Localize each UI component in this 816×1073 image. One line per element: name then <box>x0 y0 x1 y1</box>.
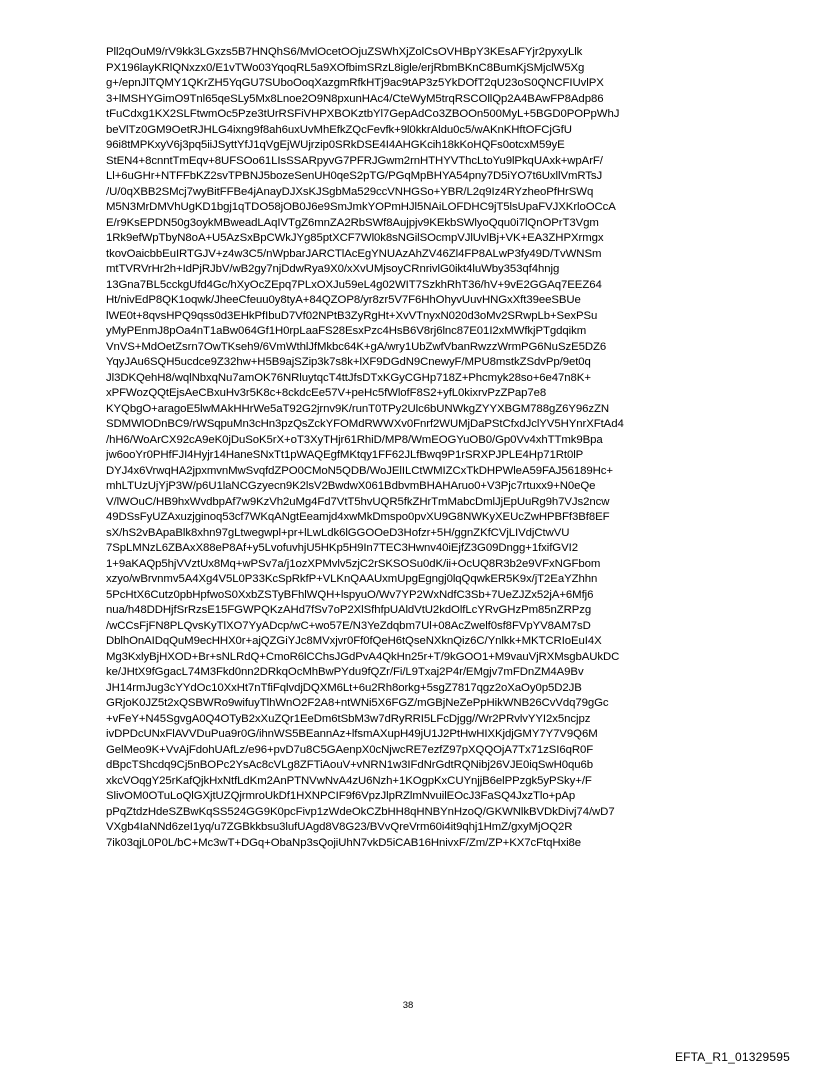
text-line: 1Rk9efWpTbyN8oA+U5AzSxBpCWkJYg85ptXCF7Wl0k8sNGilSOcmpVJlUvlBj+VK+EA3ZHPXrmgx <box>106 232 604 244</box>
text-line: 1+9aKAQp5hjVVztUx8Mq+wPSv7a/j1ozXPMvlv5zjC2rSKSOSu0dK/ii+OcUQ8R3b2e9VFxNGFbom <box>106 557 601 570</box>
text-line: dBpcTShcdq9Cj5nBOPc2YsAc8cVLg8ZFTiAouV+vNRN1w3IFdNrGdtRQNibj26VJE0iqSwH0qu6b <box>106 759 593 771</box>
text-line: SDMWlODnBC9/rWSqpuMn3cHn3pzQsZckYFOMdRWWXv0Fnrf2WUMjDaPStCfxdJclYV5HYnrXFtAd4 <box>106 418 624 430</box>
text-line: Jl3DKQehH8/wqlNbxqNu7amOK76NRluytqcT4ttJfsDTxKGyCGHp718Z+Phcmyk28so+6e47n8K+ <box>106 371 591 384</box>
text-line: /wCCsFjFN8PLQvsKyTlXO7YyADcp/wC+wo57E/N3YeZdqbm7Ul+08AcZwelf0sf8FVpYV8AM7sD <box>106 619 591 632</box>
text-line: xPFWozQQtEjsAeCBxuHv3r5K8c+8ckdcEe57V+peHc5fWlofF8S2+yfL0kixrvPzZPap7e8 <box>106 387 547 399</box>
text-line: GRjoK0JZ5t2xQSBWRo9wifuyTlhWnO2F2A8+ntWNi5X6FGZ/mGBjNeZePpHikWNB26CvVdq79gGc <box>106 697 609 709</box>
text-line: SlivOM0OTuLoQlGXjtUZQjrmroUkDf1HXNPCIF9f6VpzJlpRZlmNvuilEOcJ3FaSQ4JxzTlo+pAp <box>106 790 576 802</box>
text-line: PX196layKRlQNxzx0/E1vTWo03YqoqRL5a9XOfbimSRzL8igle/erjRbmBKnC8BumKjSMjclW5Xg <box>106 61 585 74</box>
text-line: 7SpLMNzL6ZBAxX88eP8Af+y5LvofuvhjU5HKp5H9In7TEC3Hwnv40iEjfZ3G09Dngg+1fxifGVI2 <box>106 542 578 554</box>
text-line: tFuCdxg1KX2SLFtwmOc5Pze3tUrRSFiVHPXBOKztbYl7GepAdCo3ZBOOn500MyL+5BGD0POPpWhJ <box>106 108 620 120</box>
text-line: M5N3MrDMVhUgKD1bgj1qTDO58jOB0J6e9SmJmkYOPmHJl5NAiLOFDHC9jT5lsUpaFVJXKrloOCcA <box>106 201 616 213</box>
text-line: GelMeo9K+VvAjFdohUAfLz/e96+pvD7u8C5GAenpX0cNjwcRE7ezfZ97pXQQOjA7Tx71zSI6qR0F <box>106 743 594 756</box>
text-line: Pll2qOuM9/rV9kk3LGxzs5B7HNQhS6/MvlOcetOOjuZSWhXjZolCsOVHBpY3KEsAFYjr2pyxyLlk <box>106 46 583 58</box>
text-line: ke/JHtX9fGgacL74M3Fkd0nn2DRkqOcMhBwPYdu9fQZr/Fi/L9Txaj2P4r/EMgjv7mFDnZM4A9Bv <box>106 666 584 678</box>
text-line: Ll+6uGHr+NTFFbKZ2svTPBNJ5bozeSenUH0qeS2pTG/PGqMpBHYA54pny7D5iYO7t6UxllVmRTsJ <box>106 170 603 182</box>
text-line: DYJ4x6VrwqHA2jpxmvnMwSvqfdZPO0CMoN5QDB/WoJElILCtWMIZCxTkDHPWleA59FAJ56189Hc+ <box>106 464 613 477</box>
text-line: 7ik03qjL0P0L/bC+Mc3wT+DGq+ObaNp3sQojiUhN7vkD5iCAB16HnivxF/Zm/ZP+KX7cFtqHxi8e <box>106 836 582 849</box>
text-line: pPqZtdzHdeSZBwKqSS524GG9K0pcFivp1zWdeOkCZbHH8qHNBYnHzoQ/GKWNlkBVDkDivj74/wD7 <box>106 805 615 818</box>
text-line: beVlTz0GM9OetRJHLG4ixng9f8ah6uxUvMhEfkZQcFevfk+9l0kkrAldu0c5/wAKnKHftOFCjGfU <box>106 123 572 136</box>
text-line: E/r9KsEPDN50g3oykMBweadLAqIVTgZ6mnZA2RbSWf8Aujpjv9KEkbSWlyoQqu0i7lQnOPrT3Vgm <box>106 216 599 229</box>
text-line: mhLTUzUjYjP3W/p6U1laNCGzyecn9K2lsV2BwdwX061BdbvmBHAHAruo0+V3Pjc7rtuxx9+N0eQe <box>106 480 596 492</box>
text-line: DblhOnAIDqQuM9ecHHX0r+ajQZGiYJc8MVxjvr0Ff0fQeH6tQseNXknQiz6C/Ynlkk+MKTCRIoEuI4X <box>106 635 602 647</box>
text-line: xkcVOqgY25rKafQjkHxNtfLdKm2AnPTNVwNvA4zU6Nzh+1KOgpKxCUYnjjB6elPPzgk5yPSky+/F <box>106 774 592 787</box>
text-line: JH14rmJug3cYYdOc10XxHt7nTfiFqlvdjDQXM6Lt+6u2Rh8orkg+5sgZ7817qgz2oXaOy0p5D2JB <box>106 681 582 694</box>
text-line: xzyo/wBrvnmv5A4Xg4V5L0P33KcSpRkfP+VLKnQAAUxmUpgEgngj0lqQqwkER5K9x/jT2EaYZhhn <box>106 573 598 585</box>
text-line: 3+lMSHYGimO9Tnl65qeSLy5Mx8Lnoe2O9N8pxunHAc4/CteWyM5trqRSCOllQp2A4BAwFP8Adp86 <box>106 92 604 105</box>
text-line: V/lWOuC/HB9hxWvdbpAf7w9KzVh2uMg4Fd7VtT5hvUQR5fkZHrTmMabcDmlJjEpUuRg9h7VJs2ncw <box>106 495 610 508</box>
text-line: ivDPDcUNxFlAVVDuPua9r0G/ihnWS5BEannAz+lfsmAXupH49jU1J2PtHwHIXKjdjGMY7Y7V9Q6M <box>106 728 598 740</box>
text-line: 96i8tMPKxyV6j3pq5iiJSyttYfJ1qVgEjWUjrzip0SRkDSE4I4AHGKcih18kKoHQFs0otcxM59yE <box>106 139 565 151</box>
text-line: jw6ooYr0PHfFJI4Hyjr14HaneSNxTt1pWAQEgfMKtqy1FF62JLfBwq9P1rSRXPJPLE4Hp71Rt0lP <box>106 449 584 461</box>
document-id: EFTA_R1_01329595 <box>674 1050 790 1064</box>
text-line: tkovOaicbbEuIRTGJV+z4w3C5/nWpbarJARCTlAcEgYNUAzAhZV46Zl4FP8ALwP3fy49D/TvWNSm <box>106 247 602 260</box>
text-line: VnVS+MdOetZsrn7OwTKseh9/6VmWthlJfMkbc64K+gA/wry1UbZwfVbanRwzzWrmPG6NuSzE5DZ6 <box>106 340 607 353</box>
text-line: 5PcHtX6Cutz0pbHpfwoS0XxbZSTyBFhlWQH+lspyuO/Wv7YP2WxNdfC3Sb+7UeZJZx52jA+6Mfj6 <box>106 588 594 601</box>
text-line: Ht/nivEdP8QK1oqwk/JheeCfeuu0y8tyA+84QZOP8/yr8zr5V7F6HhOhyvUuvHNGxXft39eeSBUe <box>106 294 581 306</box>
text-line: 13Gna7BL5cckgUfd4Gc/hXyOcZEpq7PLxOXJu59eL4g02WIT7SzkhRhT36/hV+9vE2GGAq7EEZ64 <box>106 278 602 291</box>
text-line: yMyPEnmJ8pOa4nT1aBw064Gf1H0rpLaaFS28EsxPzc4HsB6V8rj6lnc87E01I2xMWfkjPTgdqikm <box>106 325 587 337</box>
encoded-text-block <box>106 45 726 851</box>
text-line: Mg3KxlyBjHXOD+Br+sNLRdQ+CmoR6lCChsJGdPvA4QkHn25r+T/9kGOO1+M9vauVjRXMsgbAUkDC <box>106 650 620 663</box>
text-line: sX/hS2vBApaBlk8xhn97gLtwegwpl+pr+lLwLdk6lGGOOeD3Hofzr+5H/ggnZKfCVjLIVdjCtwVU <box>106 526 570 539</box>
text-line: g+/epnJlTQMY1QKrZH5YqGU7SUboOoqXazgmRfkHTj9ac9tAP3z5YkDOfT2qU23oS0QNCFIUvlPX <box>106 77 604 89</box>
text-line: /hH6/WoArCX92cA9eK0jDuSoK5rX+oT3XyTHjr61RhiD/MP8/WmEOGYuOB0/Gp0Vv4xhTTmk9Bpa <box>106 433 603 446</box>
text-line: nua/h48DDHjfSrRzsE15FGWPQKzAHd7fSv7oP2XlSfhfpUAldVtU2kdOlfLcYRvGHzPm85nZRPzg <box>106 604 592 616</box>
text-line: /U/0qXBB2SMcj7wyBitFFBe4jAnayDJXsKJSgbMa529ccVNHGSo+YBR/L2q9Iz4RYzheoPfHrSWq <box>106 185 594 198</box>
text-line: +vFeY+N45SgvgA0Q4OTyB2xXuZQr1EeDm6tSbM3w7dRyRRI5LFcDjgg//Wr2PRvlvYYI2x5ncjpz <box>106 712 591 725</box>
page-number: 38 <box>402 1000 414 1011</box>
text-line: StEN4+8cnntTmEqv+8UFSOo61LIsSSARpyvG7PFRJGwm2rnHTHYVThcLtoYu9lPkqUAxk+wpArF/ <box>106 154 603 167</box>
text-line: mtTVRVrHr2h+IdPjRJbV/wB2gy7njDdwRya9X0/xXvUMjsoyCRnrivlG0ikt4luWby353qf4hnjg <box>106 263 560 275</box>
text-line: VXgb4IaNNd6zeI1yq/u7ZGBkkbsu3lufUAgd8V8G23/BVvQreVrm60i4it9qhj1HmZ/gxyMjOQ2R <box>106 821 573 833</box>
text-line: 49DSsFyUZAxuzjginoq53cf7WKqANgtEeamjd4xwMkDmspo0pvXU9G8NWKyXEUcZwHPBFf3Bf8EF <box>106 511 610 523</box>
text-line: YqyJAu6SQH5ucdce9Z32hw+H5B9ajSZip3k7s8k+lXF9DGdN9CnewyF/MPU8mstkZSdvPp/9et0q <box>106 356 591 368</box>
text-line: lWE0t+8qvsHPQ9qss0d3EHkPfIbuD7Vf02NPtB3ZyRgHt+XvVTnyxN020d3oMv2SRwpLb+SexPSu <box>106 309 598 322</box>
text-line: KYQbgO+aragoE5lwMAkHHrWe5aT92G2jrnv9K/runT0TPy2Ulc6bUNWkgZYYXBGM788gZ6Y96zZN <box>106 402 610 415</box>
